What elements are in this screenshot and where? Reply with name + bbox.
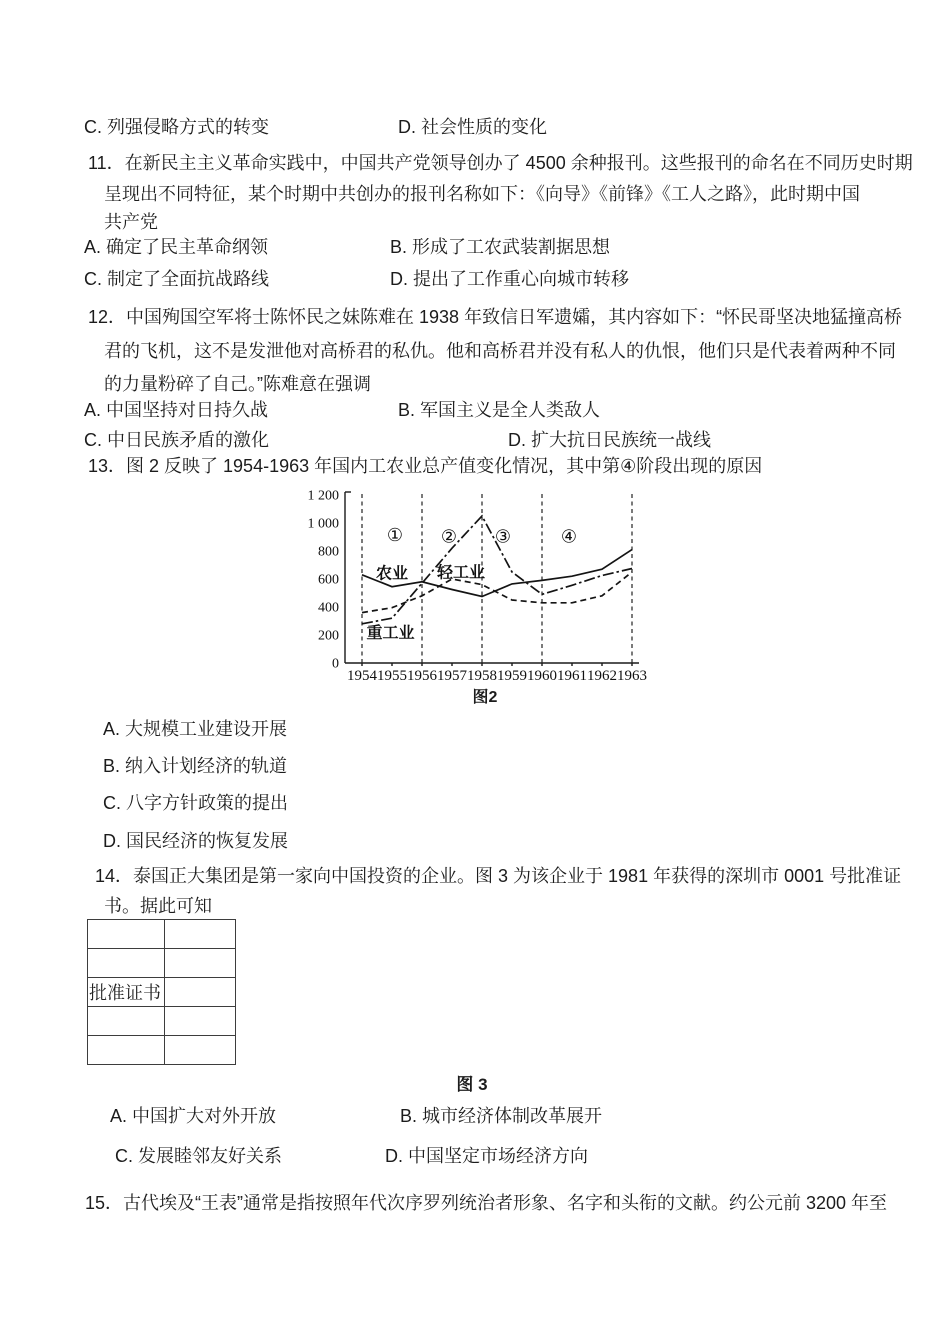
series-label: 重工业	[366, 624, 415, 642]
y-tick-label: 200	[318, 628, 339, 644]
question-14-option-a: A. 中国扩大对外开放	[110, 1106, 277, 1126]
fig3-cell	[165, 920, 236, 949]
question-12-option-b: B. 军国主义是全人类敌人	[398, 400, 601, 420]
question-14-line-1: 14．泰国正大集团是第一家向中国投资的企业。图 3 为该企业于 1981 年获得的深圳市 0001 号批准证	[95, 866, 902, 886]
question-14-option-c: C. 发展睦邻友好关系	[115, 1146, 283, 1166]
question-11-option-a: A. 确定了民主革命纲领	[84, 237, 269, 257]
y-tick-label: 0	[332, 656, 339, 672]
question-12-line-1: 12．中国殉国空军将士陈怀民之妹陈难在 1938 年致信日军遗孀，其内容如下：“怀民哥坚决地猛撞高桥	[88, 307, 903, 327]
question-14-line-2: 书。据此可知	[104, 896, 212, 916]
figure3-table	[87, 919, 236, 1065]
question-14-option-d: D. 中国坚定市场经济方向	[385, 1146, 588, 1166]
fig3-cell	[165, 978, 236, 1007]
question-12-line-3: 的力量粉碎了自己。”陈难意在强调	[104, 374, 371, 394]
x-tick-label: 1960	[527, 668, 557, 684]
fig3-cell	[165, 949, 236, 978]
series-label: 轻工业	[436, 564, 486, 582]
fig3-cell	[88, 1036, 165, 1065]
figure2-caption: 图2	[472, 689, 498, 706]
question-11-line-3: 共产党	[104, 212, 158, 232]
fig3-cell	[88, 920, 165, 949]
question-12-option-c: C. 中日民族矛盾的激化	[84, 430, 270, 450]
figure3-caption: 图 3	[456, 1075, 488, 1094]
figure2-chart	[295, 482, 675, 687]
stage-label: ②	[440, 526, 458, 547]
y-tick-label: 1 000	[307, 516, 339, 532]
question-13-stem: 13．图 2 反映了 1954-1963 年国内工农业总产值变化情况，其中第④阶段出现的原因	[88, 456, 763, 476]
x-tick-label: 1956	[407, 668, 437, 684]
question-12-option-a: A. 中国坚持对日持久战	[84, 400, 269, 420]
x-tick-label: 1957	[437, 668, 467, 684]
x-tick-label: 1954	[347, 668, 377, 684]
question-11-line-2: 呈现出不同特征，某个时期中共创办的报刊名称如下：《向导》《前锋》《工人之路》，此时期中国	[104, 184, 860, 204]
figure2-chart-svg	[295, 482, 675, 687]
question-10-option-c: C. 列强侵略方式的转变	[84, 117, 270, 137]
stage-label: ①	[386, 524, 404, 545]
question-13-option-c: C. 八字方针政策的提出	[103, 793, 289, 813]
stage-label: ④	[560, 526, 578, 547]
fig3-cell	[88, 1007, 165, 1036]
question-13-option-b: B. 纳入计划经济的轨道	[103, 756, 288, 776]
x-tick-label: 1963	[617, 668, 647, 684]
question-13-option-d: D. 国民经济的恢复发展	[103, 831, 289, 851]
y-tick-label: 800	[318, 544, 339, 560]
x-tick-label: 1962	[587, 668, 617, 684]
x-tick-label: 1961	[557, 668, 587, 684]
question-11-option-d: D. 提出了工作重心向城市转移	[390, 269, 629, 289]
y-tick-label: 600	[318, 572, 339, 588]
x-tick-label: 1958	[467, 668, 497, 684]
series-label: 农业	[375, 565, 409, 583]
fig3-cell-approval-certificate: 批准证书	[88, 978, 165, 1007]
question-12-line-2: 君的飞机，这不是发泄他对高桥君的私仇。他和高桥君并没有私人的仇恨，他们只是代表着两种不同	[104, 341, 896, 361]
x-tick-label: 1955	[377, 668, 407, 684]
fig3-cell	[165, 1036, 236, 1065]
y-tick-label: 400	[318, 600, 339, 616]
question-10-option-d: D. 社会性质的变化	[398, 117, 548, 137]
question-11-option-c: C. 制定了全面抗战路线	[84, 269, 270, 289]
fig3-cell	[165, 1007, 236, 1036]
question-11-option-b: B. 形成了工农武装割据思想	[390, 237, 611, 257]
question-15-line-1: 15．古代埃及“王表”通常是指按照年代次序罗列统治者形象、名字和头衔的文献。约公元前 3200 年至	[85, 1193, 888, 1213]
question-11-line-1: 11．在新民主主义革命实践中，中国共产党领导创办了 4500 余种报刊。这些报刊的命名在不同历史时期	[88, 153, 913, 173]
fig3-cell	[88, 949, 165, 978]
x-tick-label: 1959	[497, 668, 527, 684]
y-tick-label: 1 200	[307, 488, 339, 504]
question-12-option-d: D. 扩大抗日民族统一战线	[508, 430, 711, 450]
stage-label: ③	[494, 526, 512, 547]
question-14-option-b: B. 城市经济体制改革展开	[400, 1106, 603, 1126]
question-13-option-a: A. 大规模工业建设开展	[103, 719, 288, 739]
